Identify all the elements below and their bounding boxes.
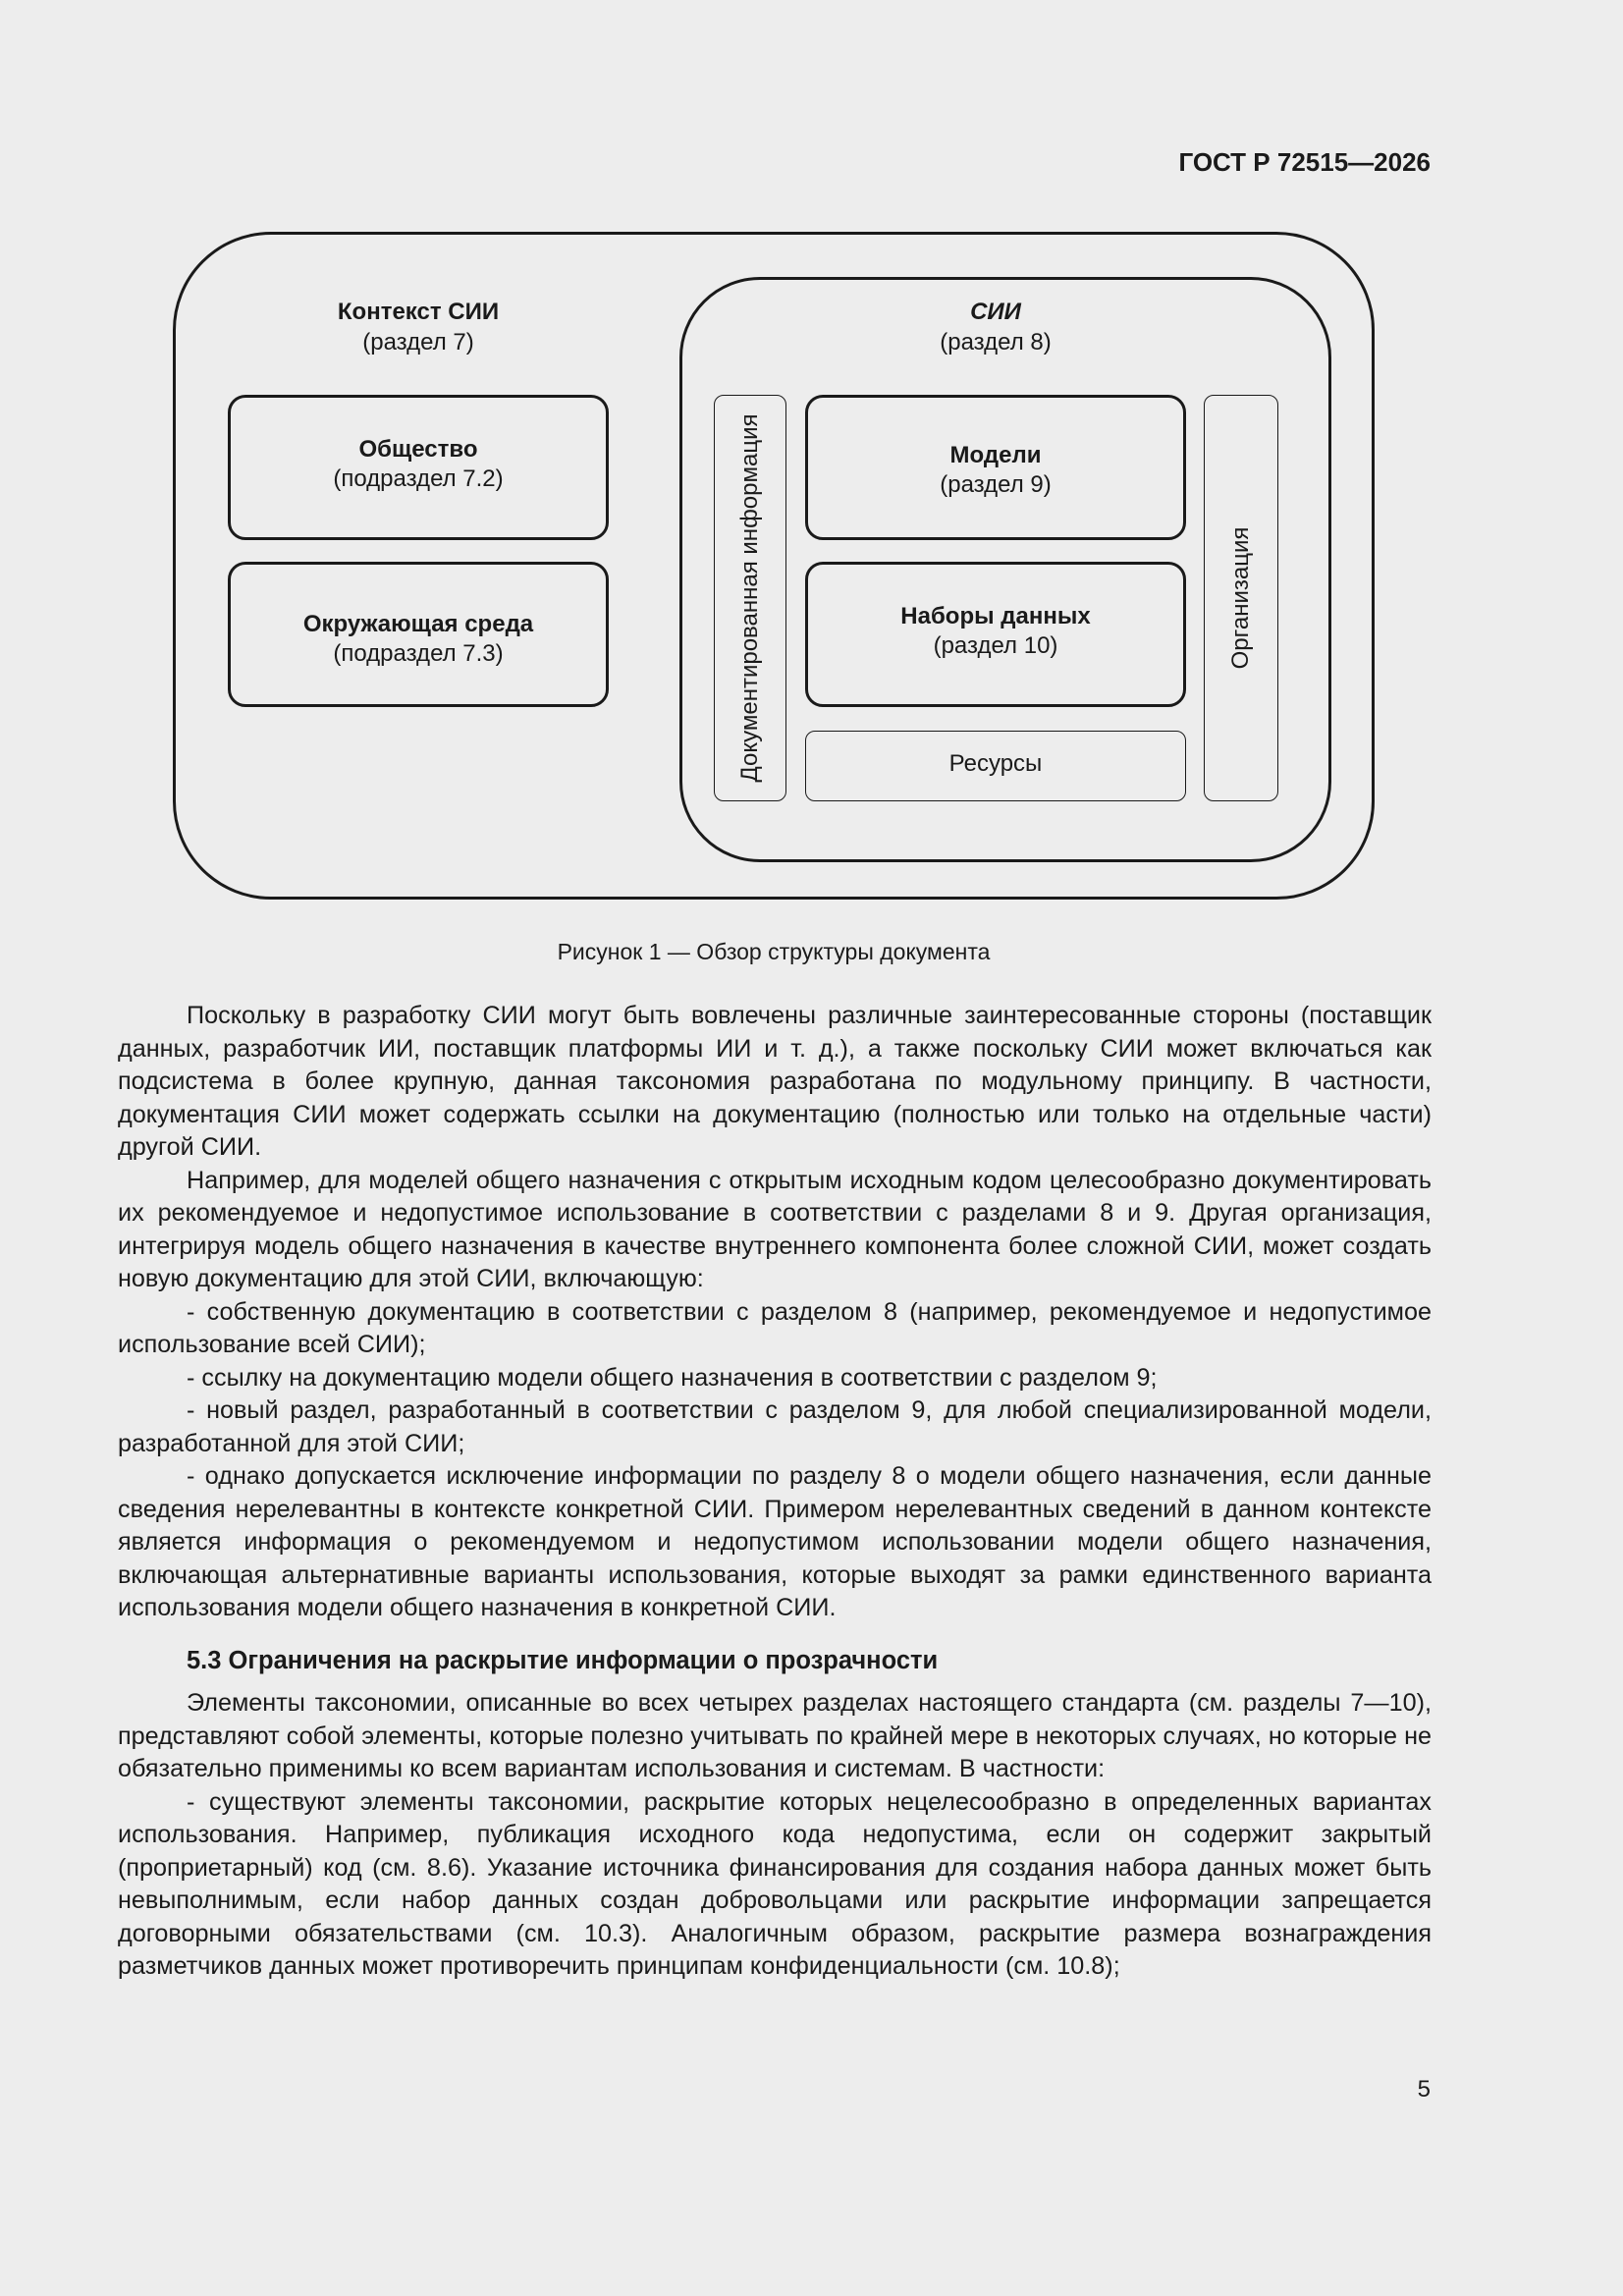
list-item: - существуют элементы таксономии, раскрытие которых нецелесообразно в определенных вариантах использования. Например, публикация исходного кода недопустима, если он содержит закрытый (проприетарный) код (см. 8.6). Указание источника финансирования для создания набора данных может быть невыполнимым, если набор данных создан добровольцами или раскрытие информации запрещается договорными обязательствами (см. 10.3). Аналогичным образом, раскрытие размера вознаграждения разметчиков данных может противоречить принципам конфиденциальности (см. 10.8);	[118, 1787, 1432, 1980]
datasets-section: (раздел 10)	[933, 632, 1058, 659]
section-heading: 5.3 Ограничения на раскрытие информации о прозрачности	[187, 1646, 939, 1674]
list-item: - новый раздел, разработанный в соответствии с разделом 9, для любой специализированной модели, разработанной для этой СИИ;	[118, 1396, 1432, 1457]
body-text	[118, 1000, 1432, 1984]
context-title: Контекст СИИ	[337, 299, 500, 325]
models-section: (раздел 9)	[940, 471, 1052, 498]
resources-box	[805, 731, 1186, 801]
datasets-box	[805, 562, 1186, 707]
list-item: - ссылку на документацию модели общего назначения в соответствии с разделом 9;	[187, 1363, 1158, 1392]
document-header: ГОСТ Р 72515—2026	[1178, 147, 1431, 177]
resources-label: Ресурсы	[948, 750, 1043, 777]
page-number: 5	[1417, 2076, 1431, 2103]
figure-caption: Рисунок 1 — Обзор структуры документа	[557, 939, 991, 964]
environment-title: Окружающая среда	[302, 611, 534, 637]
environment-box	[228, 562, 609, 707]
organization-label: Организация	[1227, 526, 1254, 670]
organization-box	[1204, 395, 1278, 801]
documented-info-label: Документированная информация	[736, 413, 763, 783]
society-box	[228, 395, 609, 540]
documented-info-box	[714, 395, 786, 801]
environment-section: (подраздел 7.3)	[333, 640, 504, 667]
list-item: - однако допускается исключение информации по разделу 8 о модели общего назначения, если данные сведения нерелевантны в контексте конкретной СИИ. Примером нерелевантных сведений в данном контексте является информация о рекомендуемом и недопустимом использовании модели общего назначения, включающая альтернативные варианты использования, которые выходят за рамки единственного варианта использования модели общего назначения в конкретной СИИ.	[118, 1462, 1432, 1621]
context-label	[281, 297, 556, 357]
sii-section: (раздел 8)	[940, 329, 1052, 355]
list-item: - собственную документацию в соответствии с разделом 8 (например, рекомендуемое и недопустимое использование всей СИИ);	[118, 1297, 1432, 1358]
paragraph: Элементы таксономии, описанные во всех четырех разделах настоящего стандарта (см. разделы 7—10), представляют собой элементы, которые полезно учитывать по крайней мере в некоторых случаях, но которые не обязательно применимы ко всем вариантам использования и системам. В частности:	[118, 1689, 1432, 1782]
datasets-title: Наборы данных	[900, 603, 1091, 629]
sii-label	[848, 297, 1143, 357]
models-box	[805, 395, 1186, 540]
models-title: Модели	[949, 442, 1042, 468]
sii-title: СИИ	[970, 299, 1021, 325]
society-section: (подраздел 7.2)	[333, 465, 504, 492]
society-title: Общество	[358, 436, 478, 463]
context-section: (раздел 7)	[362, 329, 474, 355]
paragraph: Поскольку в разработку СИИ могут быть вовлечены различные заинтересованные стороны (поставщик данных, разработчик ИИ, поставщик платформы ИИ и т. д.), а также поскольку СИИ может включаться как подсистема в более крупную, данная таксономия разработана по модульному принципу. В частности, документация СИИ может содержать ссылки на документацию (полностью или только на отдельные части) другой СИИ.	[118, 1002, 1432, 1161]
paragraph: Например, для моделей общего назначения с открытым исходным кодом целесообразно документировать их рекомендуемое и недопустимое использование в соответствии с разделами 8 и 9. Другая организация, интегрируя модель общего назначения в качестве внутреннего компонента более сложной СИИ, может создать новую документацию для этой СИИ, включающую:	[118, 1166, 1432, 1292]
